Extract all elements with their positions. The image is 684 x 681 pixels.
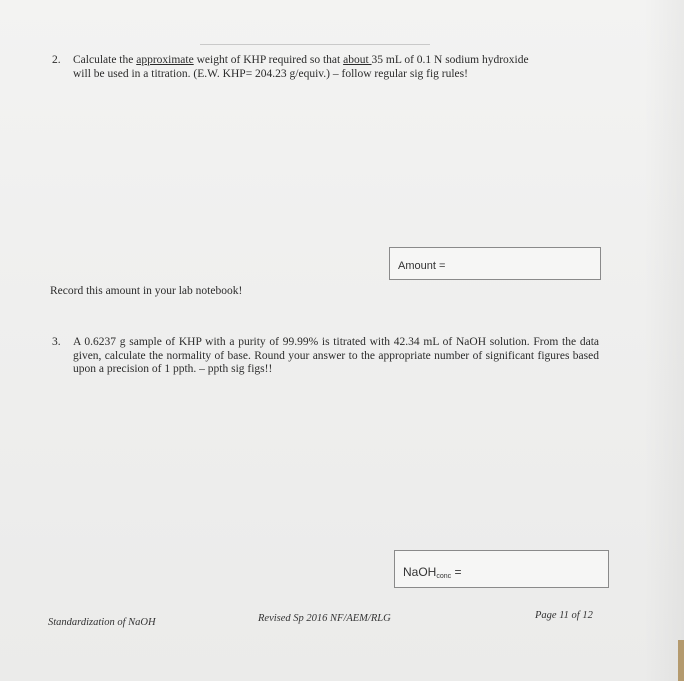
amount-answer-box[interactable] [389,247,601,280]
naoh-conc-answer-box[interactable] [394,550,609,588]
record-note: Record this amount in your lab notebook! [50,285,243,297]
footer-revision: Revised Sp 2016 NF/AEM/RLG [258,613,391,624]
page-shadow [644,0,684,681]
question-number: 3. [52,336,61,348]
emphasis-approximate: approximate [136,54,194,66]
question-text-line2: will be used in a titration. (E.W. KHP= 204.23 g/equiv.) – follow regular sig fig rules! [73,67,468,80]
footer-title: Standardization of NaOH [48,617,156,628]
naoh-conc-label: NaOH$_{conc}$ = [403,565,462,580]
question-number: 2. [52,54,61,66]
footer-page-number: Page 11 of 12 [535,610,593,621]
question-text: Calculate the approximate weight of KHP required so that about 35 mL of 0.1 N sodium hydroxide will be used in a titration. (E.W. KHP= 204.23 g/equiv.) – follow regular sig fig rules! [73,54,529,80]
table-edge [678,640,684,681]
question-text: A 0.6237 g sample of KHP with a purity of 99.99% is titrated with 42.34 mL of NaOH solution. From the data given, calculate the normality of base. Round your answer to the appropriate number of significant figures based upon a precision of 1 ppth. – ppth sig figs!! [73,336,599,375]
amount-label: Amount = [398,260,446,272]
emphasis-about: about [343,54,372,66]
faint-rule [200,44,430,45]
